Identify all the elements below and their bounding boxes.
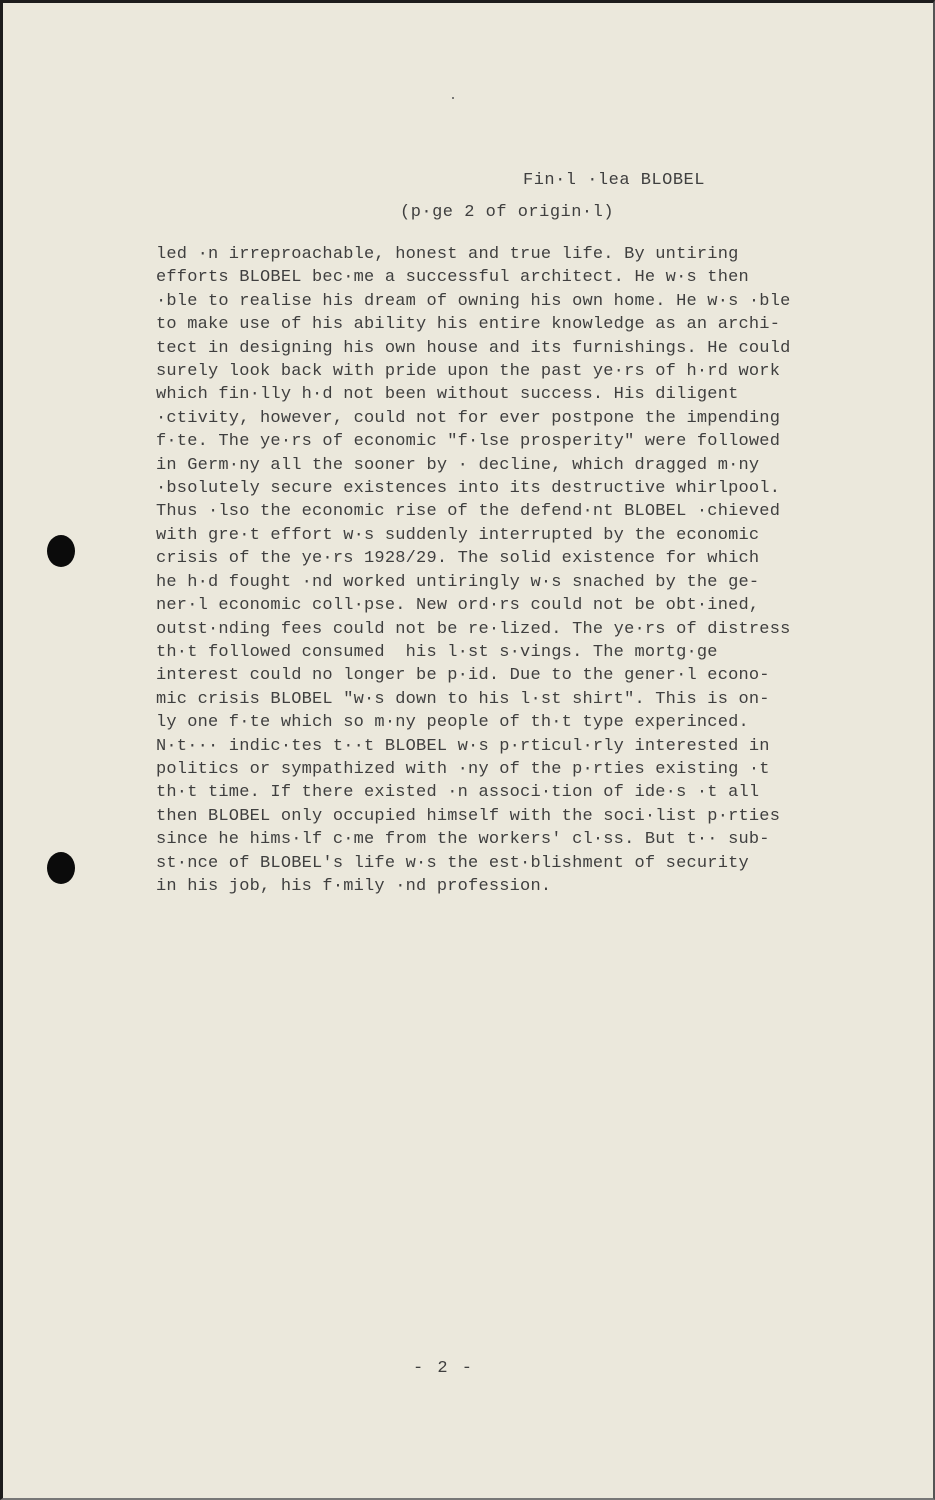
body-line: with gre·t effort w·s suddenly interrupted by the economic [156,525,760,545]
body-line: ·bsolutely secure existences into its destructive whirlpool. [156,479,781,499]
body-line: ·ctivity, however, could not for ever postpone the impending [156,408,781,428]
body-line: Thus ·lso the economic rise of the defend·nt BLOBEL ·chieved [156,502,781,522]
punch-hole [47,535,75,567]
body-line: led ·n irreproachable, honest and true life. By untiring [156,245,739,264]
body-line: mic crisis BLOBEL "w·s down to his l·st shirt". This is on- [156,689,770,709]
body-line: then BLOBEL only occupied himself with the soci·list p·rties [156,806,781,826]
body-line: efforts BLOBEL bec·me a successful architect. He w·s then [156,268,749,288]
body-line: which fin·lly h·d not been without success. His diligent [156,385,739,405]
body-line: ·ble to realise his dream of owning his own home. He w·s ·ble [156,291,791,311]
body-line: th·t followed consumed his l·st s·vings. The mortg·ge [156,642,718,662]
body-line: in Germ·ny all the sooner by · decline, which dragged m·ny [156,455,760,475]
body-line: st·nce of BLOBEL's life w·s the est·blishment of security [156,853,749,873]
body-line: he h·d fought ·nd worked untiringly w·s snached by the ge- [156,572,760,592]
body-line: crisis of the ye·rs 1928/29. The solid existence for which [156,549,760,569]
document-subtitle: (p·ge 2 of origin·l) [400,203,615,222]
body-line: politics or sympathized with ·ny of the p·rties existing ·t [156,759,770,779]
punch-hole [47,852,75,884]
ink-speck [452,97,454,99]
body-line: since he hims·lf c·me from the workers' cl·ss. But t·· sub- [156,830,770,850]
body-line: outst·nding fees could not be re·lized. The ye·rs of distress [156,619,791,639]
body-line: N·t··· indic·tes t··t BLOBEL w·s p·rticul·rly interested in [156,736,770,756]
body-line: ner·l economic coll·pse. New ord·rs could not be obt·ined, [156,596,760,616]
body-text [156,243,876,898]
body-line: tect in designing his own house and its furnishings. He could [156,338,791,358]
body-line: in his job, his f·mily ·nd profession. [156,876,552,896]
body-line: ly one f·te which so m·ny people of th·t type experinced. [156,713,749,733]
body-line: th·t time. If there existed ·n associ·tion of ide·s ·t all [156,783,760,803]
body-line: surely look back with pride upon the past ye·rs of h·rd work [156,362,781,382]
body-line: f·te. The ye·rs of economic "f·lse prosperity" were followed [156,432,781,452]
body-line: interest could no longer be p·id. Due to the gener·l econo- [156,666,770,686]
document-title: Fin·l ·lea BLOBEL [523,171,705,190]
page-number: - 2 - [413,1359,475,1378]
body-line: to make use of his ability his entire knowledge as an archi- [156,315,781,335]
